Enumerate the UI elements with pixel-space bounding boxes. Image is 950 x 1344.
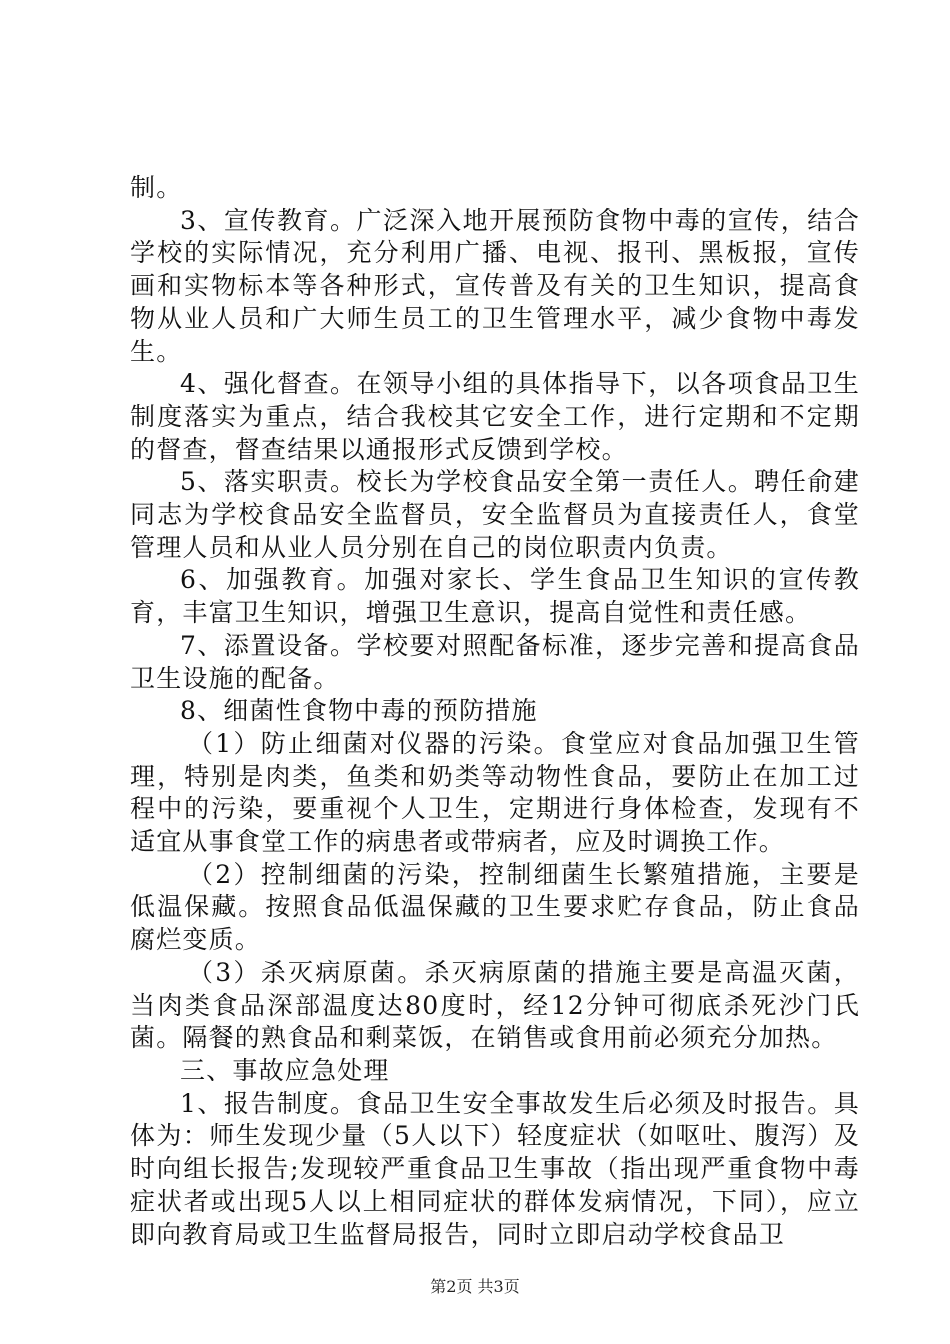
paragraph-equipment: 7、添置设备。学校要对照配备标准，逐步完善和提高食品卫生设施的配备。 xyxy=(130,630,860,693)
paragraph-continuation: 制。 xyxy=(130,173,183,202)
paragraph-reporting: 1、报告制度。食品卫生安全事故发生后必须及时报告。具体为：师生发现少量（5人以下）轻度症状（如呕吐、腹泻）及时向组长报告;发现较严重食品卫生事故（指出现严重食物中毒症状者或出现5人以上相同症状的群体发病情况，下同），应立即向教育局或卫生监督局报告，同时立即启动学校食品卫 xyxy=(130,1088,860,1249)
paragraph-prevention-2: （2）控制细菌的污染，控制细菌生长繁殖措施，主要是低温保藏。按照食品低温保藏的卫生要求贮存食品，防止食品腐烂变质。 xyxy=(130,859,860,955)
paragraph-prevention-heading: 8、细菌性食物中毒的预防措施 xyxy=(180,696,538,726)
document-body xyxy=(130,172,860,1251)
paragraph-prevention-3: （3）杀灭病原菌。杀灭病原菌的措施主要是高温灭菌，当肉类食品深部温度达80度时，经12分钟可彻底杀死沙门氏菌。隔餐的熟食品和剩菜饭，在销售或食用前必须充分加热。 xyxy=(130,957,860,1053)
paragraph-prevention-1: （1）防止细菌对仪器的污染。食堂应对食品加强卫生管理，特别是肉类，鱼类和奶类等动物性食品，要防止在加工过程中的污染，要重视个人卫生，定期进行身体检查，发现有不适宜从事食堂工作的病患者或带病者，应及时调换工作。 xyxy=(130,728,860,857)
paragraph-publicity-education: 3、宣传教育。广泛深入地开展预防食物中毒的宣传，结合学校的实际情况，充分利用广播、电视、报刊、黑板报，宣传画和实物标本等各种形式，宣传普及有关的卫生知识，提高食物从业人员和广大师生员工的卫生管理水平，减少食物中毒发生。 xyxy=(130,205,860,366)
paragraph-responsibility: 5、落实职责。校长为学校食品安全第一责任人。聘任俞建同志为学校食品安全监督员，安全监督员为直接责任人，食堂管理人员和从业人员分别在自己的岗位职责内负责。 xyxy=(130,467,860,562)
paragraph-education: 6、加强教育。加强对家长、学生食品卫生知识的宣传教育，丰富卫生知识，增强卫生意识，提高自觉性和责任感。 xyxy=(130,565,860,628)
page-number-footer: 第2页 共3页 xyxy=(430,1277,520,1296)
section-heading-emergency: 三、事故应急处理 xyxy=(180,1055,390,1085)
paragraph-supervision: 4、强化督查。在领导小组的具体指导下，以各项食品卫生制度落实为重点，结合我校其它安全工作，进行定期和不定期的督查，督查结果以通报形式反馈到学校。 xyxy=(130,369,860,464)
